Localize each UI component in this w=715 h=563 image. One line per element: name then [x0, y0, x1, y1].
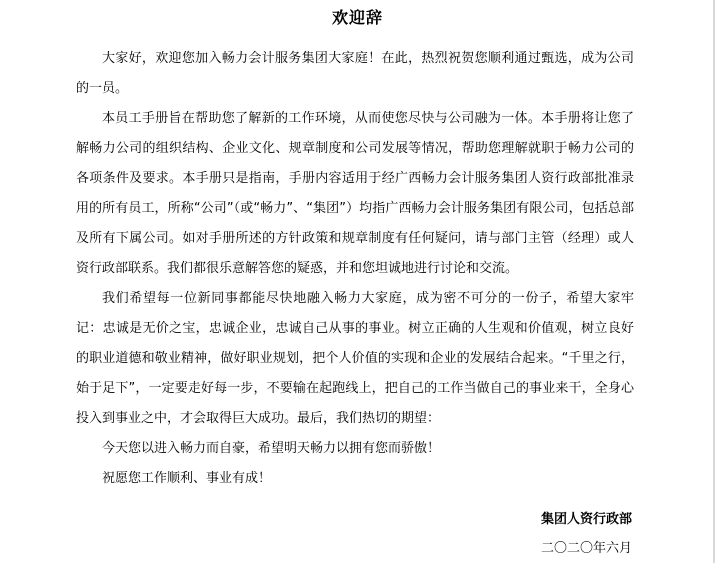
- signature-department: 集团人资行政部: [540, 512, 632, 527]
- signature-date: 二〇二〇年六月: [540, 541, 632, 556]
- paragraph-pride: 今天您以进入畅力而自豪，希望明天畅力以拥有您而骄傲！: [102, 441, 441, 456]
- paragraph-handbook-purpose: 本员工手册旨在帮助您了解新的工作环境，从而使您尽快与公司融为一体。本手册将让您了解畅力公司的组织结构、企业文化、规章制度和公司发展等情况，帮助您理解就职于畅力公司的各项条件及要求。本手册只是指南，手册内容适用于经广西畅力会计服务集团人资行政部批准录用的所有员工，所称“公司”（或“畅力”、“集团”）均指广西畅力会计服务集团有限公司，包括总部及所有下属公司。如对手册所述的方针政策和规章制度有任何疑问，请与部门主管（经理）或人资行政部联系。我们都很乐意解答您的疑惑，并和您坦诚地进行讨论和交流。: [76, 111, 634, 276]
- paragraph-expectations: 我们希望每一位新同事都能尽快地融入畅力大家庭，成为密不可分的一份子，希望大家牢记：忠诚是无价之宝，忠诚企业，忠诚自己从事的事业。树立正确的人生观和价值观，树立良好的职业道德和敬业精神，做好职业规划，把个人价值的实现和企业的发展结合起来。“千里之行，始于足下”，一定要走好每一步，不要输在起跑线上，把自己的工作当做自己的事业来干，全身心投入到事业之中，才会取得巨大成功。最后，我们热切的期望：: [76, 291, 634, 426]
- document-body: [76, 44, 634, 494]
- paragraph-greeting: 大家好，欢迎您加入畅力会计服务集团大家庭！在此，热烈祝贺您顺利通过甄选，成为公司的一员。: [76, 51, 634, 96]
- document-title: 欢迎辞: [331, 8, 383, 27]
- paragraph-wishes: 祝愿您工作顺利、事业有成！: [102, 471, 272, 486]
